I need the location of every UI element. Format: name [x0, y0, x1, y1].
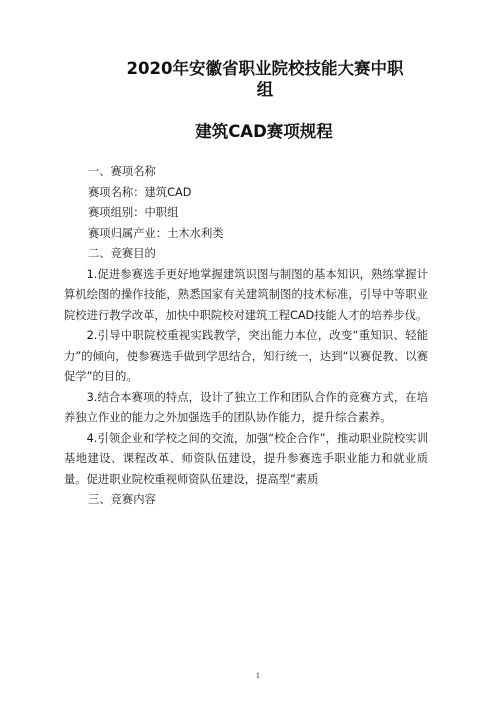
document-title-line-1: 2020年安徽省职业院校技能大赛中职	[126, 59, 404, 78]
competition-name-line: 赛项名称：建筑CAD	[88, 185, 192, 199]
section-heading-3: 三、竞赛内容	[88, 493, 156, 506]
document-title	[100, 58, 430, 100]
document-title-line-2: 组	[256, 80, 274, 99]
purpose-paragraph-1: 1.促进参赛选手更好地掌握建筑识图与制图的基本知识，熟练掌握计算机绘图的操作技能，熟悉国家有关建筑制图的技术标准，引导中等职业院校进行教学改革，加快中职院校对建筑工程CAD技能人才的培养步伐。	[64, 267, 428, 322]
purpose-paragraph-3: 3.结合本赛项的特点，设计了独立工作和团队合作的竞赛方式，在培养独立作业的能力之外加强选手的团队协作能力，提升综合素养。	[64, 390, 428, 424]
competition-industry-line: 赛项归属产业：土木水利类	[88, 226, 224, 240]
page-number: 1	[255, 672, 261, 680]
section-heading-1: 一、赛项名称	[88, 165, 156, 178]
section-heading-2: 二、竞赛目的	[88, 247, 156, 260]
document-body	[64, 162, 428, 511]
document-subtitle: 建筑CAD赛项规程	[195, 122, 333, 141]
purpose-paragraph-4: 4.引领企业和学校之间的交流，加强“校企合作”，推动职业院校实训基地建设、课程改革、师资队伍建设，提升参赛选手职业能力和就业质量。促进职业院校重视师资队伍建设，提高型”素质	[64, 431, 428, 486]
competition-group-line: 赛项组别：中职组	[88, 206, 179, 219]
purpose-paragraph-2: 2.引导中职院校重视实践教学，突出能力本位，改变“重知识、轻能力”的倾向，使参赛选手做到学思结合，知行统一，达到“以赛促教、以赛促学”的目的。	[64, 329, 428, 383]
